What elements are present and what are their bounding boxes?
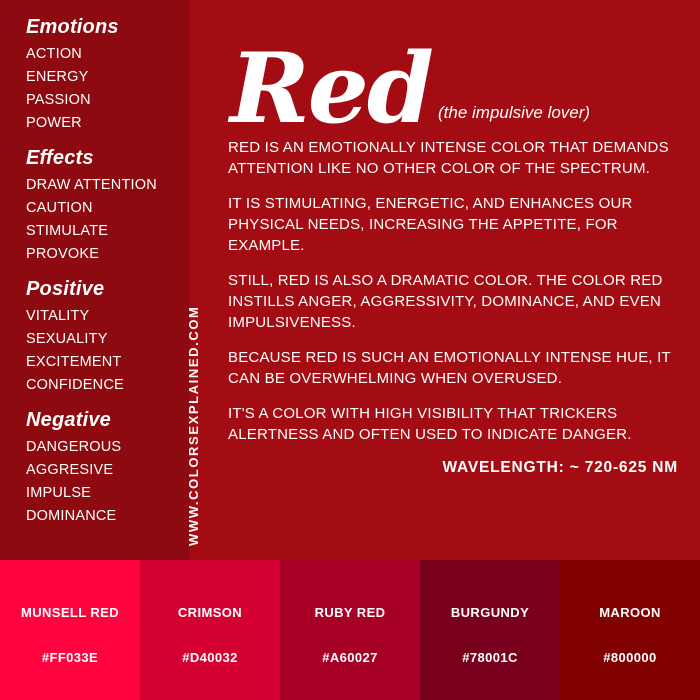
body-paragraph: IT IS STIMULATING, ENERGETIC, AND ENHANCES OUR PHYSICAL NEEDS, INCREASING THE APPETITE, FOR EXAMPLE. [228, 195, 633, 254]
color-swatch-row [0, 560, 700, 700]
body-paragraph: RED IS AN EMOTIONALLY INTENSE COLOR THAT DEMANDS ATTENTION LIKE NO OTHER COLOR OF THE SPECTRUM. [228, 139, 669, 177]
website-url-strip [186, 0, 224, 560]
page-title: Red [230, 32, 432, 145]
group-title-positive: Positive [26, 278, 105, 300]
list-item: IMPULSE [26, 485, 92, 501]
swatch-hex: #800000 [603, 650, 657, 665]
swatch-hex: #FF033E [41, 650, 99, 665]
swatch-name: CRIMSON [177, 605, 243, 620]
swatch-name: MUNSELL RED [20, 605, 120, 620]
list-item: CONFIDENCE [26, 377, 124, 393]
attribute-group-positive [26, 278, 190, 397]
wavelength-label: WAVELENGTH: ~ 720-625 NM [442, 459, 678, 476]
website-url: WWW.COLORSEXPLAINED.COM [186, 305, 201, 546]
body-paragraph: STILL, RED IS ALSO A DRAMATIC COLOR. THE COLOR RED INSTILLS ANGER, AGGRESSIVITY, DOMINANCE, AND EVEN IMPULSIVENESS. [228, 272, 663, 331]
list-item: PASSION [26, 92, 91, 108]
list-item: EXCITEMENT [26, 354, 122, 370]
group-title-negative: Negative [26, 409, 111, 431]
swatch-ruby-red [280, 560, 420, 700]
attribute-group-negative [26, 409, 190, 528]
swatch-name: MAROON [599, 605, 661, 620]
group-title-effects: Effects [26, 147, 94, 169]
title-row [228, 12, 680, 145]
attributes-sidebar [0, 0, 190, 560]
body-paragraph: BECAUSE RED IS SUCH AN EMOTIONALLY INTENSE HUE, IT CAN BE OVERWHELMING WHEN OVERUSED. [228, 349, 671, 387]
swatch-burgundy [420, 560, 560, 700]
list-item: STIMULATE [26, 223, 109, 239]
list-item: ACTION [26, 46, 82, 62]
swatch-crimson [140, 560, 280, 700]
list-item: SEXUALITY [26, 331, 108, 347]
list-item: CAUTION [26, 200, 93, 216]
list-item: DANGEROUS [26, 439, 122, 455]
list-item: PROVOKE [26, 246, 100, 262]
attribute-group-emotions [26, 16, 190, 135]
list-item: AGGRESIVE [26, 462, 114, 478]
swatch-name: RUBY RED [314, 605, 386, 620]
attribute-group-effects [26, 147, 190, 266]
swatch-munsell-red [0, 560, 140, 700]
swatch-maroon [560, 560, 700, 700]
group-title-emotions: Emotions [26, 16, 119, 38]
page-subtitle: (the impulsive lover) [437, 103, 591, 122]
swatch-hex: #78001C [462, 650, 518, 665]
list-item: POWER [26, 115, 82, 131]
list-item: VITALITY [26, 308, 90, 324]
body-paragraph: IT'S A COLOR WITH HIGH VISIBILITY THAT TRICKERS ALERTNESS AND OFTEN USED TO INDICATE DANGER. [228, 405, 632, 443]
list-item: DOMINANCE [26, 508, 117, 524]
swatch-name: BURGUNDY [450, 605, 530, 620]
main-content [224, 0, 700, 560]
list-item: ENERGY [26, 69, 89, 85]
list-item: DRAW ATTENTION [26, 177, 157, 193]
swatch-hex: #D40032 [182, 650, 238, 665]
swatch-hex: #A60027 [322, 650, 378, 665]
